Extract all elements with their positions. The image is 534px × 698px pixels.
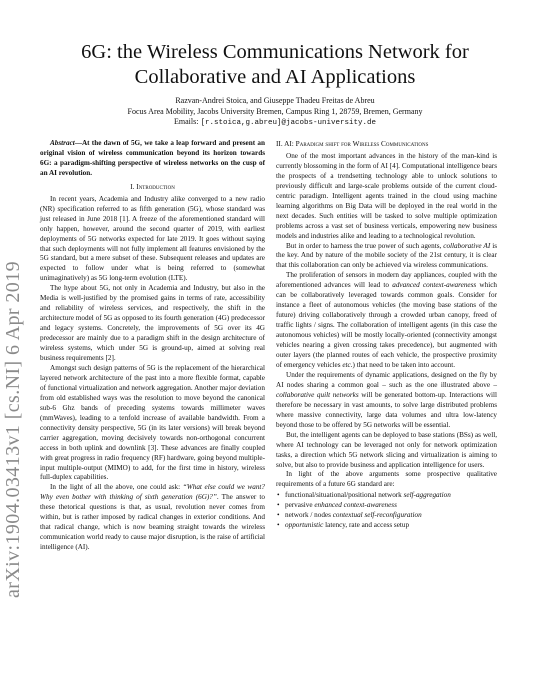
title-line-1: 6G: the Wireless Communications Network for: [81, 41, 469, 63]
ai-p2-a: But in order to harness the true power of such agents,: [286, 241, 444, 250]
intro-paragraph-4: [40, 483, 265, 553]
ai-p3-b: which can be collaboratively leveraged towards common goals. Consider for instance a fleet of autonomous vehicles (the moving base stations of the future) driving collaboratively through a crowded urban canopy, freed of traffic lights / signs. The collaboration of intelligent agents (in this case the autonomous vehicles) will be mostly locally-oriented (connectivity amongst vehicles nearing a given crossing takes precedence), but augmented with outer layers (the planned routes of each vehicle, the prospective proximity of emergency vehicles: [276, 281, 497, 369]
title-line-2: Collaborative and AI Applications: [134, 66, 416, 88]
ai-p3-a: The proliferation of sensors in modern day appliances, coupled with the aforementioned advances will lead to: [276, 271, 497, 290]
author-names: Razvan-Andrei Stoica, and Giuseppe Thadeu Freitas de Abreu: [175, 96, 375, 105]
list-item: [285, 521, 497, 531]
intro-paragraph-2: The hype about 5G, not only in Academia and Industry, but also in the Media is well-justified by the promised gains in terms of rate, accessibility and reliability of wireless services, and respectively, the shift in the architecture model of 5G as opposed to its fourth generation (4G) predecessor and legacy systems. Concretely, the improvements of 5G over its 4G predecessor are mainly due to a paradigm shift in the design architecture of wireless systems, which under 5G is ground-up, aimed at solving real business requirements [2].: [40, 284, 265, 363]
intro-paragraph-3: Amongst such design patterns of 5G is the replacement of the hierarchical layered network architecture of the past into a more flexible format, capable of functional virtualization and network aggregation. Another major deviation from old established ways was the resolution to move beyond the canonical sub-6 Ghz bands of preceding systems towards millimeter waves (mmWaves), leading to a tenfold increase of available bandwidth. From a connectivity density perspective, 5G (in its later versions) will break beyond carrier aggregation, moving decisively towards non-orthogonal concurrent access in both uplink and downlink [3]. These advances are finally coupled with great progress in radio frequency (RF) hardware, going beyond multiple-input multiple-output (MIMO) to add, for the first time in history, wireless full-duplex capabilities.: [40, 363, 265, 482]
ai-p4-a: Under the requirements of dynamic applications, designed on the fly by AI nodes sharing a common goal – such as the one illustrated above –: [276, 370, 497, 389]
ai-p3-c: ) that need to be taken into account.: [352, 360, 456, 369]
ai-p4-b: will be generated bottom-up. Interactions will therefore be necessary in vast amounts, to solve large distributed problems where massive connectivity, large data volumes and ultra low-latency beyond those to be offered by 5G networks will be essential.: [276, 390, 497, 429]
req-4-em: opportunistic: [285, 521, 324, 530]
list-item: [285, 511, 497, 521]
ai-paragraph-4: [276, 371, 497, 431]
emails: [40, 117, 510, 129]
emails-label: Emails:: [174, 117, 199, 126]
list-item: [285, 491, 497, 501]
list-item: [285, 501, 497, 511]
emails-value: [r.stoica,g.abreu]@jacobs-university.de: [200, 119, 376, 127]
left-column: [40, 139, 265, 553]
intro-p4-before: In the light of all the above, one could ask:: [50, 483, 183, 492]
paper-title: [40, 40, 510, 90]
ai-paragraph-1: One of the most important advances in the history of the man-kind is currently blossoming in the form of AI [4]. Computational intelligence bears the prospects of a trendsetting technology able to unlock solutions to previously difficult and large-scale problems outside of the current cloud-centric paradigm. Intelligent agents trained in the cloud using machine learning algorithms on Big Data will be deployed in the real world in the next decades. Such entities will be tasked to solve multiple optimization problems across a vast set of business verticals, empowering new business models and industries alike and leading to a technological revolution.: [276, 151, 497, 240]
ai-p3-em1: advanced context-awareness: [392, 281, 477, 290]
req-1-a: functional/situational/positional network: [285, 491, 404, 500]
ai-p2-em: collaborative AI: [443, 241, 491, 250]
affiliation: Focus Area Mobility, Jacobs University Bremen, Campus Ring 1, 28759, Bremen, Germany: [127, 106, 423, 116]
req-3-a: network / nodes: [285, 511, 333, 520]
author-block: [40, 96, 510, 129]
ai-p4-em: collaborative quilt networks: [276, 390, 359, 399]
intro-paragraph-1: In recent years, Academia and Industry alike converged to a new radio (NR) specification referred to as fifth generation (5G), whose standard was just released in June 2018 [1]. A freeze of the aforementioned standard will only happen, however, around the second quarter of 2019, with earliest deployments of 5G networks expected for late 2019. It goes without saying that such deployments will not fully implement all features envisioned by the 5G standard, but a mere subset of these. Subsequent releases and updates are expected to follow under what is being referred to (somewhat unimaginatively) as 5G long-term evolution (LTE).: [40, 194, 265, 283]
ai-paragraph-2: [276, 242, 497, 272]
right-column: [276, 139, 497, 531]
section-heading-introduction: I. Introduction: [130, 181, 175, 191]
abstract: [40, 139, 265, 179]
ai-paragraph-3: [276, 271, 497, 371]
req-2-a: pervasive: [285, 501, 315, 510]
section-heading-ai: II. AI: Paradigm shift for Wireless Communications: [276, 139, 429, 148]
arxiv-identifier: arXiv:1904.03413v1 [cs.NI] 6 Apr 2019: [2, 261, 24, 598]
ai-paragraph-5: But, the intelligent agents can be deployed to base stations (BSs) as well, where AI technology can be leveraged not only for network optimization tasks, a direction which 5G network slicing and virtualization is aiming to solve, but also to provide business and application intelligence for users.: [276, 430, 497, 469]
requirements-list: [276, 491, 497, 531]
ai-p3-em2: etc.: [342, 360, 353, 369]
req-1-em: self-aggregation: [403, 491, 451, 500]
req-2-em: enhanced context-awareness: [314, 501, 397, 510]
req-4-b: latency, rate and access setup: [323, 521, 410, 530]
ai-p2-b: is the key. And by nature of the mobile society of the 21st century, it is clear that this collaboration can only be achieved via wireless communications.: [276, 241, 498, 270]
ai-paragraph-6: In light of the above arguments some prospective qualitative requirements of a future 6G standard are:: [276, 470, 497, 489]
intro-p4-quote: “What else could we want? Why even bother with thinking of sixth generation (6G)?”: [40, 483, 266, 502]
abstract-text: —At the dawn of 5G, we take a leap forward and present an original vision of wireless communication beyond its horizon towards 6G: a paradigm-shifting perspective of wireless networks on the cusp of an AI revolution.: [40, 139, 265, 177]
intro-p4-after: . The answer to these thetorical questions is that, as usual, revolution never comes from within, but is rather imposed by radical changes in exterior conditions. And that radical change, which is now beaming straight towards the wireless communication world ready to cause major disruption, is the raise of artificial intelligence (AI).: [40, 493, 265, 552]
req-3-em: contextual self-reconfiguration: [332, 511, 422, 520]
abstract-lead: Abstract: [50, 139, 75, 147]
